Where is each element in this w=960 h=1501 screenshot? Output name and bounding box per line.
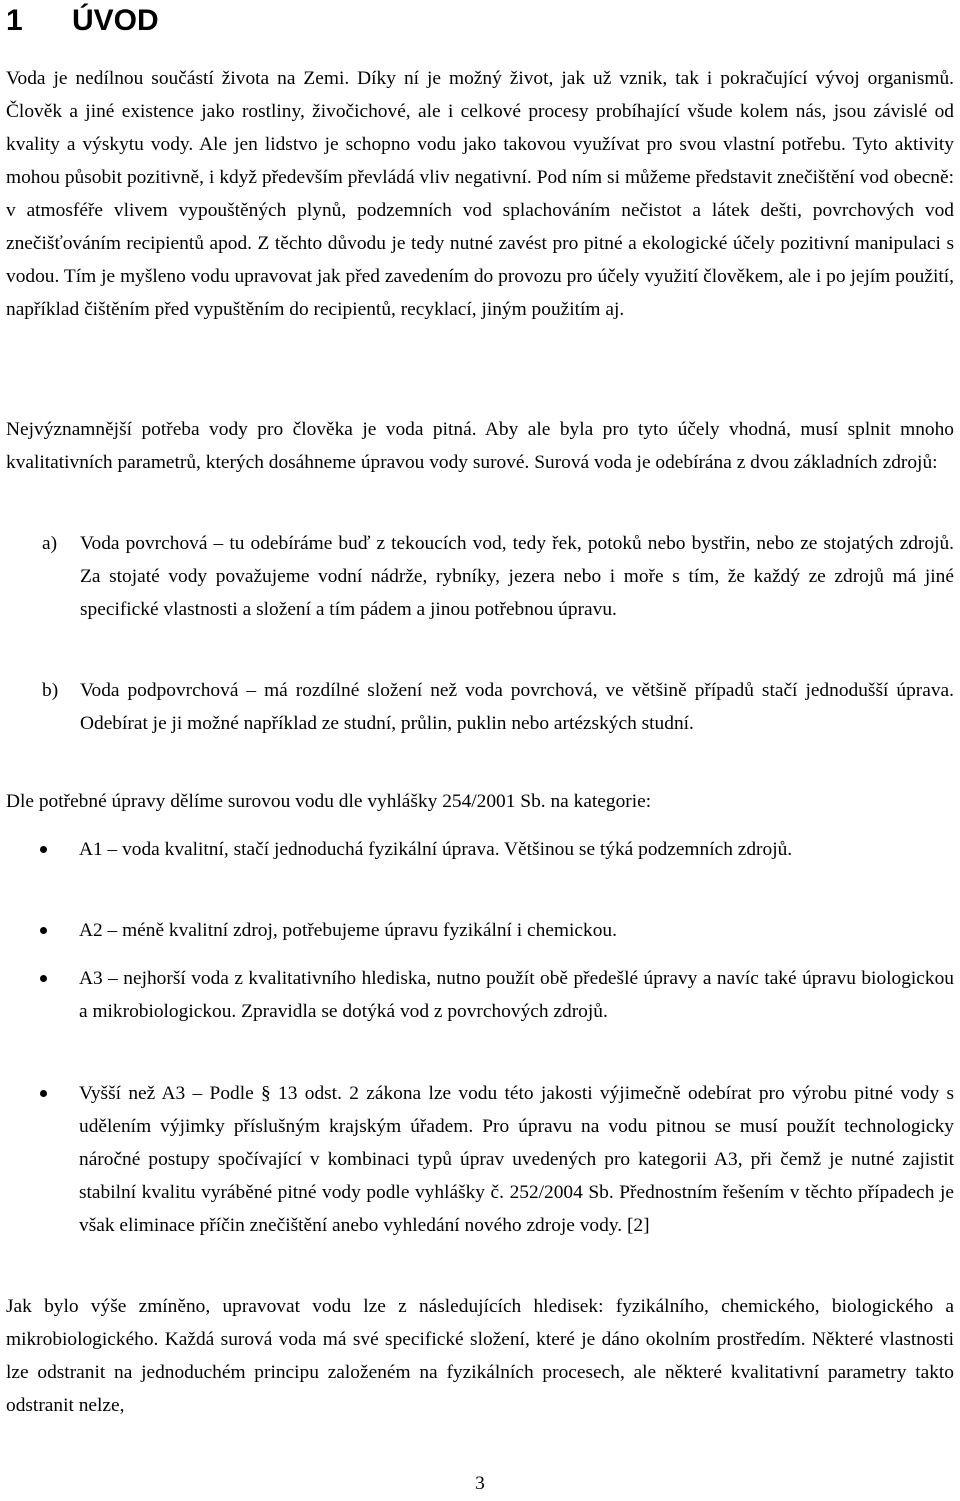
bullet-icon bbox=[40, 975, 47, 982]
list-item-text: A1 – voda kvalitní, stačí jednoduchá fyzikální úprava. Většinou se týká podzemních zdrojů. bbox=[79, 839, 793, 860]
list-item-text: A3 – nejhorší voda z kvalitativního hlediska, nutno použít obě předešlé úpravy a navíc také úpravu biologickou a mikrobiologickou. Zpravidla se dotýká vod z povrchových zdrojů. bbox=[79, 968, 954, 1022]
category-item-a2 bbox=[38, 914, 954, 947]
bullet-icon bbox=[40, 927, 47, 934]
closing-paragraph: Jak bylo výše zmíněno, upravovat vodu lze z následujících hledisek: fyzikálního, chemického, biologického a mikrobiologického. Každá surová voda má své specifické složení, které je dáno okolním prostředím. Některé vlastnosti lze odstranit na jednoduchém principu založeném na fyzikálních procesech, ale některé kvalitativní parametry takto odstranit nelze, bbox=[6, 1296, 954, 1416]
list-item-text: Voda povrchová – tu odebíráme buď z tekoucích vod, tedy řek, potoků nebo bystřin, nebo ze stojatých zdrojů. Za stojaté vody považujeme vodní nádrže, rybníky, jezera nebo i moře s tím, že každý ze zdrojů má jiné specifické vlastnosti a složení a tím pádem a jinou potřebnou úpravu. bbox=[80, 533, 954, 620]
source-item-surface bbox=[44, 527, 954, 626]
chapter-number: 1 bbox=[6, 4, 23, 37]
page-number: 3 bbox=[475, 1473, 485, 1494]
source-item-subsurface bbox=[44, 674, 954, 740]
chapter-title: ÚVOD bbox=[72, 4, 159, 37]
category-item-a3 bbox=[38, 962, 954, 1028]
bullet-icon bbox=[40, 846, 47, 853]
chapter-heading bbox=[6, 0, 159, 42]
list-item-text: Vyšší než A3 – Podle § 13 odst. 2 zákona lze vodu této jakosti výjimečně odebírat pro výrobu pitné vody s udělením výjimky příslušným krajským úřadem. Pro úpravu na vodu pitnou se musí použít technologicky náročné postupy spočívající v kombinaci typů úprav uvedených pro kategorii A3, při čemž je nutné zajistit stabilní kvalitu vyráběné pitné vody podle vyhlášky č. 252/2004 Sb. Přednostním řešením v těchto případech je však eliminace příčin znečištění anebo vyhledání nového zdroje vody. [2] bbox=[79, 1083, 954, 1236]
list-item-text: A2 – méně kvalitní zdroj, potřebujeme úpravu fyzikální i chemickou. bbox=[79, 920, 617, 941]
need-paragraph: Nejvýznamnější potřeba vody pro člověka je voda pitná. Aby ale byla pro tyto účely vhodná, musí splnit mnoho kvalitativních parametrů, kterých dosáhneme úpravou vody surové. Surová voda je odebírána z dvou základních zdrojů: bbox=[6, 419, 954, 473]
categories-intro-paragraph: Dle potřebné úpravy dělíme surovou vodu dle vyhlášky 254/2001 Sb. na kategorie: bbox=[6, 791, 652, 812]
category-item-above-a3 bbox=[38, 1077, 954, 1242]
intro-paragraph: Voda je nedílnou součástí života na Zemi. Díky ní je možný život, jak už vznik, tak i pokračující vývoj organismů. Člověk a jiné existence jako rostliny, živočichové, ale i celkové procesy probíhající všude kolem nás, jsou závislé od kvality a výskytu vody. Ale jen lidstvo je schopno vodu jako takovou využívat pro svou vlastní potřebu. Tyto aktivity mohou působit pozitivně, i když především převládá vliv negativní. Pod ním si můžeme představit znečištění vod obecně: v atmosféře vlivem vypouštěných plynů, podzemních vod splachováním nečistot a látek dešti, povrchových vod znečišťováním recipientů apod. Z těchto důvodu je tedy nutné zavést pro pitné a ekologické účely pozitivní manipulaci s vodou. Tím je myšleno vodu upravovat jak před zavedením do provozu pro účely využití člověkem, ale i po jejím použití, například čištěním před vypuštěním do recipientů, recyklací, jiným použitím aj. bbox=[6, 68, 954, 320]
list-marker: a) bbox=[42, 533, 58, 554]
list-marker: b) bbox=[42, 680, 59, 701]
bullet-icon bbox=[40, 1090, 47, 1097]
category-item-a1 bbox=[38, 833, 954, 866]
list-item-text: Voda podpovrchová – má rozdílné složení než voda povrchová, ve většině případů stačí jednodušší úprava. Odebírat je ji možné například ze studní, průlin, puklin nebo artézských studní. bbox=[80, 680, 954, 734]
